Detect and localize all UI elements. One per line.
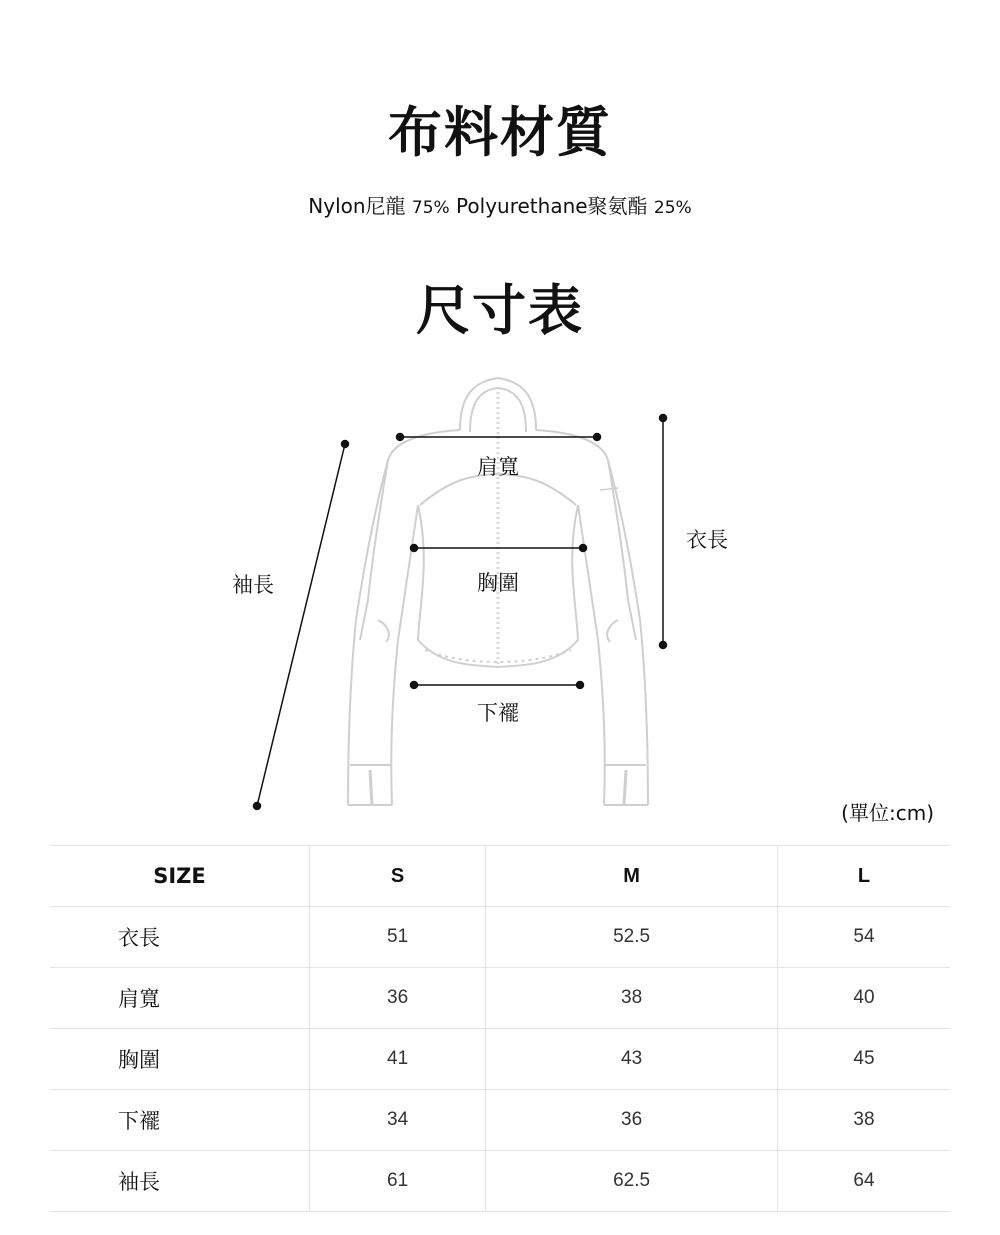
- fabric-part-1: Nylon尼龍: [308, 194, 412, 218]
- cell: 45: [777, 1029, 950, 1090]
- shoulder-label: 肩寬: [477, 455, 519, 479]
- hem-label: 下襬: [477, 701, 519, 725]
- row-label: 肩寬: [50, 968, 310, 1029]
- table-row: [50, 1090, 950, 1151]
- size-table: [50, 845, 950, 1212]
- cell: 36: [310, 968, 486, 1029]
- sleeve-label: 袖長: [232, 573, 274, 597]
- chest-label: 胸圍: [477, 571, 519, 595]
- header-l: L: [777, 846, 950, 907]
- cell: 34: [310, 1090, 486, 1151]
- row-label: 胸圍: [50, 1029, 310, 1090]
- fabric-title: 布料材質: [388, 101, 612, 164]
- table-row: [50, 907, 950, 968]
- table-header-row: [50, 846, 950, 907]
- cell: 64: [777, 1151, 950, 1212]
- row-label: 衣長: [50, 907, 310, 968]
- fabric-part-2: Polyurethane聚氨酯: [449, 194, 654, 218]
- cell: 38: [486, 968, 778, 1029]
- cell: 36: [486, 1090, 778, 1151]
- cell: 62.5: [486, 1151, 778, 1212]
- cell: 51: [310, 907, 486, 968]
- cell: 61: [310, 1151, 486, 1212]
- fabric-composition: [0, 190, 1000, 219]
- header-size: SIZE: [50, 846, 310, 907]
- header-m: M: [486, 846, 778, 907]
- cell: 40: [777, 968, 950, 1029]
- fabric-pct-2: 25%: [653, 198, 692, 218]
- fabric-pct-1: 75%: [411, 198, 450, 218]
- length-label: 衣長: [686, 528, 728, 552]
- row-label: 下襬: [50, 1090, 310, 1151]
- table-row: [50, 1029, 950, 1090]
- table-row: [50, 968, 950, 1029]
- cell: 52.5: [486, 907, 778, 968]
- table-row: [50, 1151, 950, 1212]
- size-chart-title: 尺寸表: [416, 279, 584, 342]
- unit-note: (單位:cm): [841, 801, 934, 825]
- cell: 41: [310, 1029, 486, 1090]
- cell: 43: [486, 1029, 778, 1090]
- header-s: S: [310, 846, 486, 907]
- cell: 54: [777, 907, 950, 968]
- cell: 38: [777, 1090, 950, 1151]
- sleeve-measure-line: [257, 444, 345, 806]
- row-label: 袖長: [50, 1151, 310, 1212]
